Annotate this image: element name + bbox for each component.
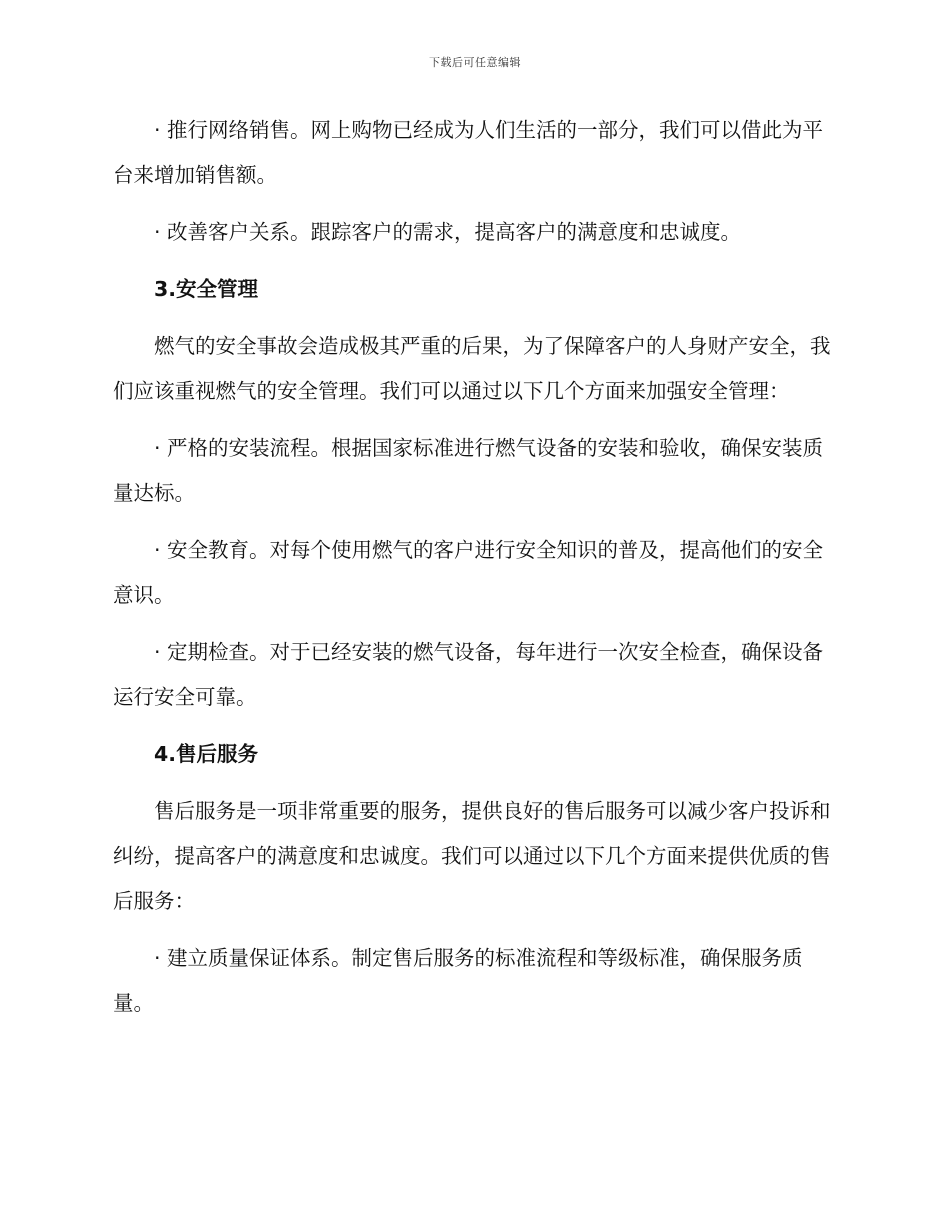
section-heading-safety: 3.安全管理 [154,277,259,301]
bullet-regular-inspection: · 定期检查。对于已经安装的燃气设备，每年进行一次安全检查，确保设备运行安全可靠。 [113,640,824,709]
document-body [113,108,833,1038]
bullet-installation-process: · 严格的安装流程。根据国家标准进行燃气设备的安装和验收，确保安装质量达标。 [113,436,824,505]
safety-intro-paragraph: 燃气的安全事故会造成极其严重的后果，为了保障客户的人身财产安全，我们应该重视燃气的安全管理。我们可以通过以下几个方面来加强安全管理： [113,334,831,403]
after-sales-intro-paragraph: 售后服务是一项非常重要的服务，提供良好的售后服务可以减少客户投诉和纠纷，提高客户的满意度和忠诚度。我们可以通过以下几个方面来提供优质的售后服务： [113,799,831,913]
section-heading-after-sales: 4.售后服务 [154,742,259,766]
bullet-customer-relations: · 改善客户关系。跟踪客户的需求，提高客户的满意度和忠诚度。 [154,220,742,244]
bullet-safety-education: · 安全教育。对每个使用燃气的客户进行安全知识的普及，提高他们的安全意识。 [113,538,824,607]
bullet-quality-assurance: · 建立质量保证体系。制定售后服务的标准流程和等级标准，确保服务质量。 [113,946,803,1015]
bullet-online-sales: · 推行网络销售。网上购物已经成为人们生活的一部分，我们可以借此为平台来增加销售额。 [113,118,824,187]
page-header-note: 下载后可任意编辑 [429,56,521,69]
